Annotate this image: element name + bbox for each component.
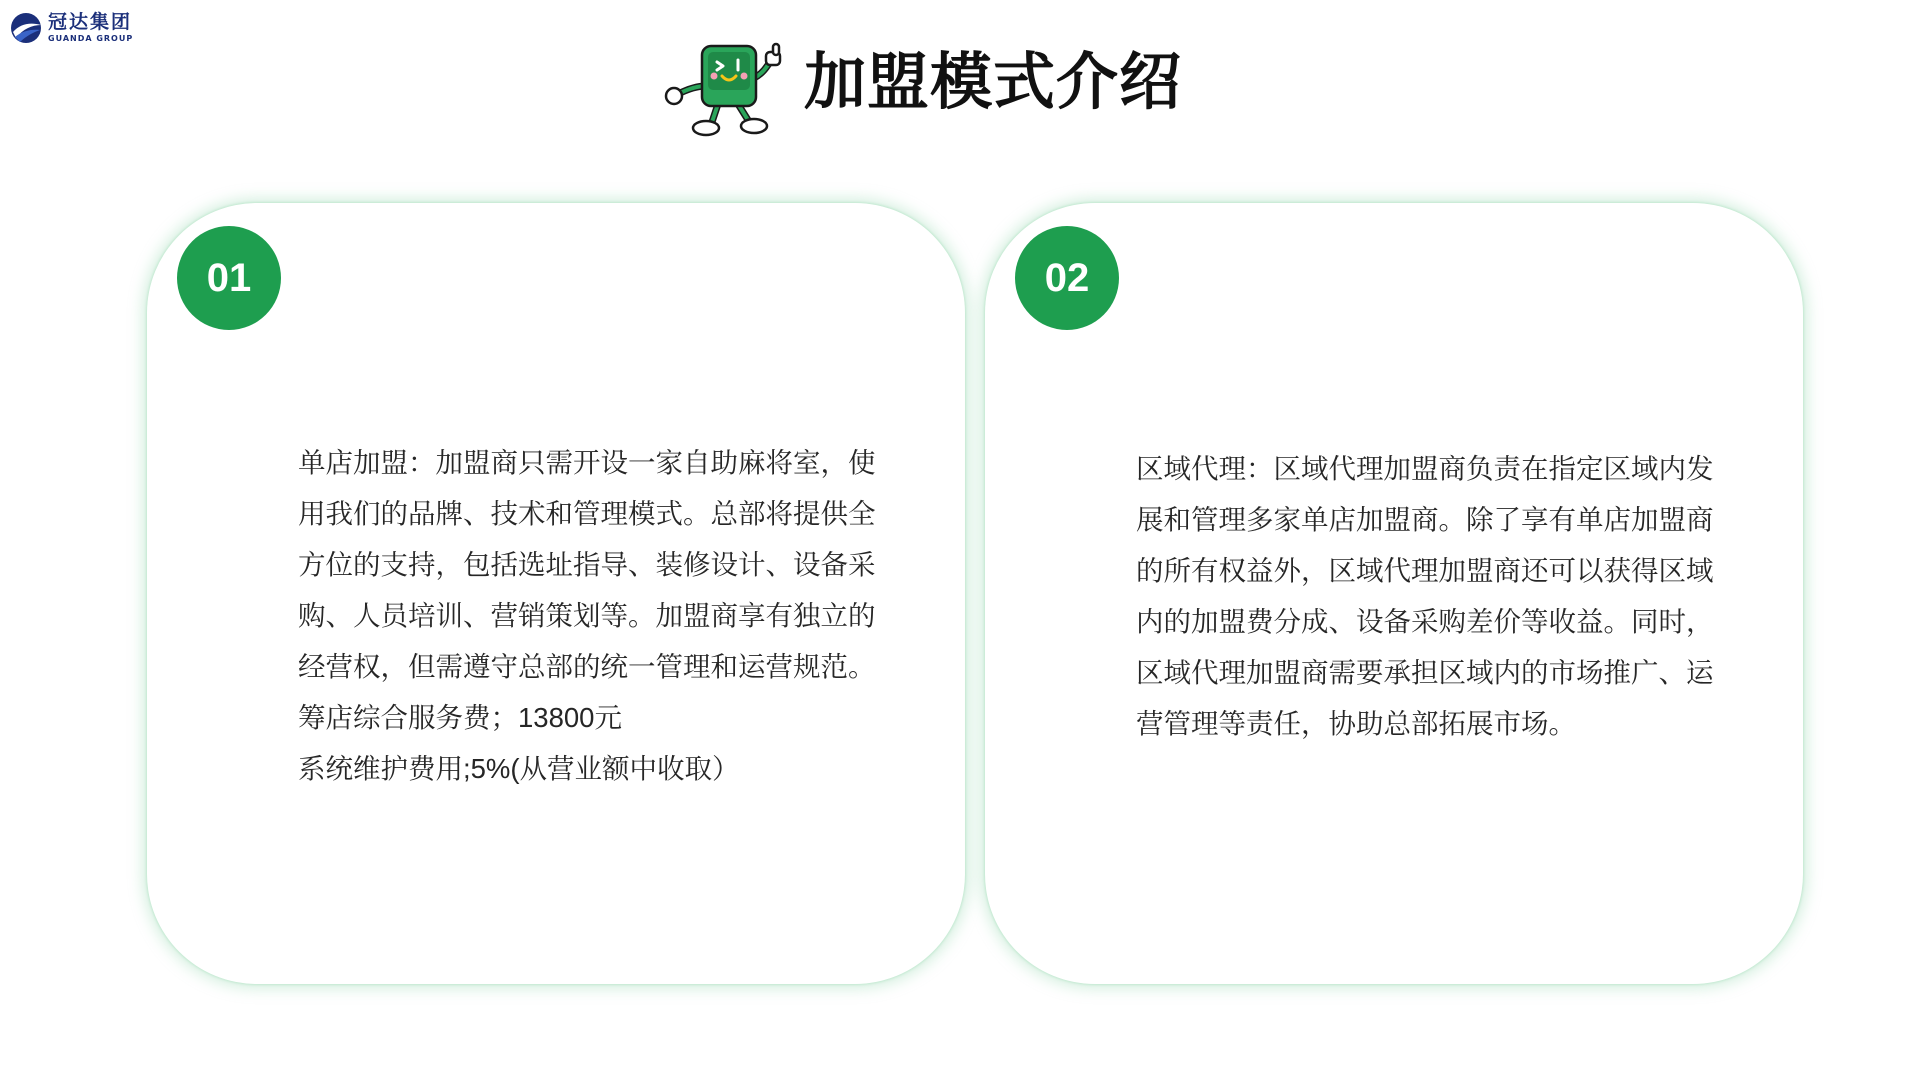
page-title: 加盟模式介绍 (804, 45, 1183, 118)
logo-name-en: GUANDA GROUP (48, 34, 134, 43)
card-text-line: 的所有权益外，区域代理加盟商还可以获得区域 (1136, 555, 1714, 586)
card-text-line: 内的加盟费分成、设备采购差价等收益。同时， (1136, 606, 1714, 637)
card-text-line: 单店加盟：加盟商只需开设一家自助麻将室，使 (298, 447, 876, 478)
card-description (298, 437, 908, 794)
card-text-line: 区域代理：区域代理加盟商负责在指定区域内发 (1136, 453, 1714, 484)
card-text-line: 方位的支持，包括选址指导、装修设计、设备采 (298, 549, 876, 580)
card-text-line: 展和管理多家单店加盟商。除了享有单店加盟商 (1136, 504, 1714, 535)
card-number-badge: 01 (177, 226, 281, 330)
logo-name-cn: 冠达集团 (48, 11, 133, 33)
card-text-line: 营管理等责任，协助总部拓展市场。 (1136, 708, 1576, 739)
card-description (1136, 443, 1746, 749)
card-text-line: 购、人员培训、营销策划等。加盟商享有独立的 (298, 600, 876, 631)
company-logo (10, 12, 150, 46)
card-text-line: 用我们的品牌、技术和管理模式。总部将提供全 (298, 498, 876, 529)
franchise-card-single-store (147, 203, 965, 984)
card-text-line: 经营权，但需遵守总部的统一管理和运营规范。 (298, 651, 876, 682)
franchise-card-regional-agent (985, 203, 1803, 984)
service-fee-line: 筹店综合服务费；13800元 (298, 702, 622, 733)
card-text-line: 区域代理加盟商需要承担区域内的市场推广、运 (1136, 657, 1714, 688)
card-number-badge: 02 (1015, 226, 1119, 330)
maintenance-fee-line: 系统维护费用;5%(从营业额中收取） (298, 753, 740, 784)
guanda-logo-icon (10, 12, 42, 44)
mascot-icon (662, 42, 790, 138)
